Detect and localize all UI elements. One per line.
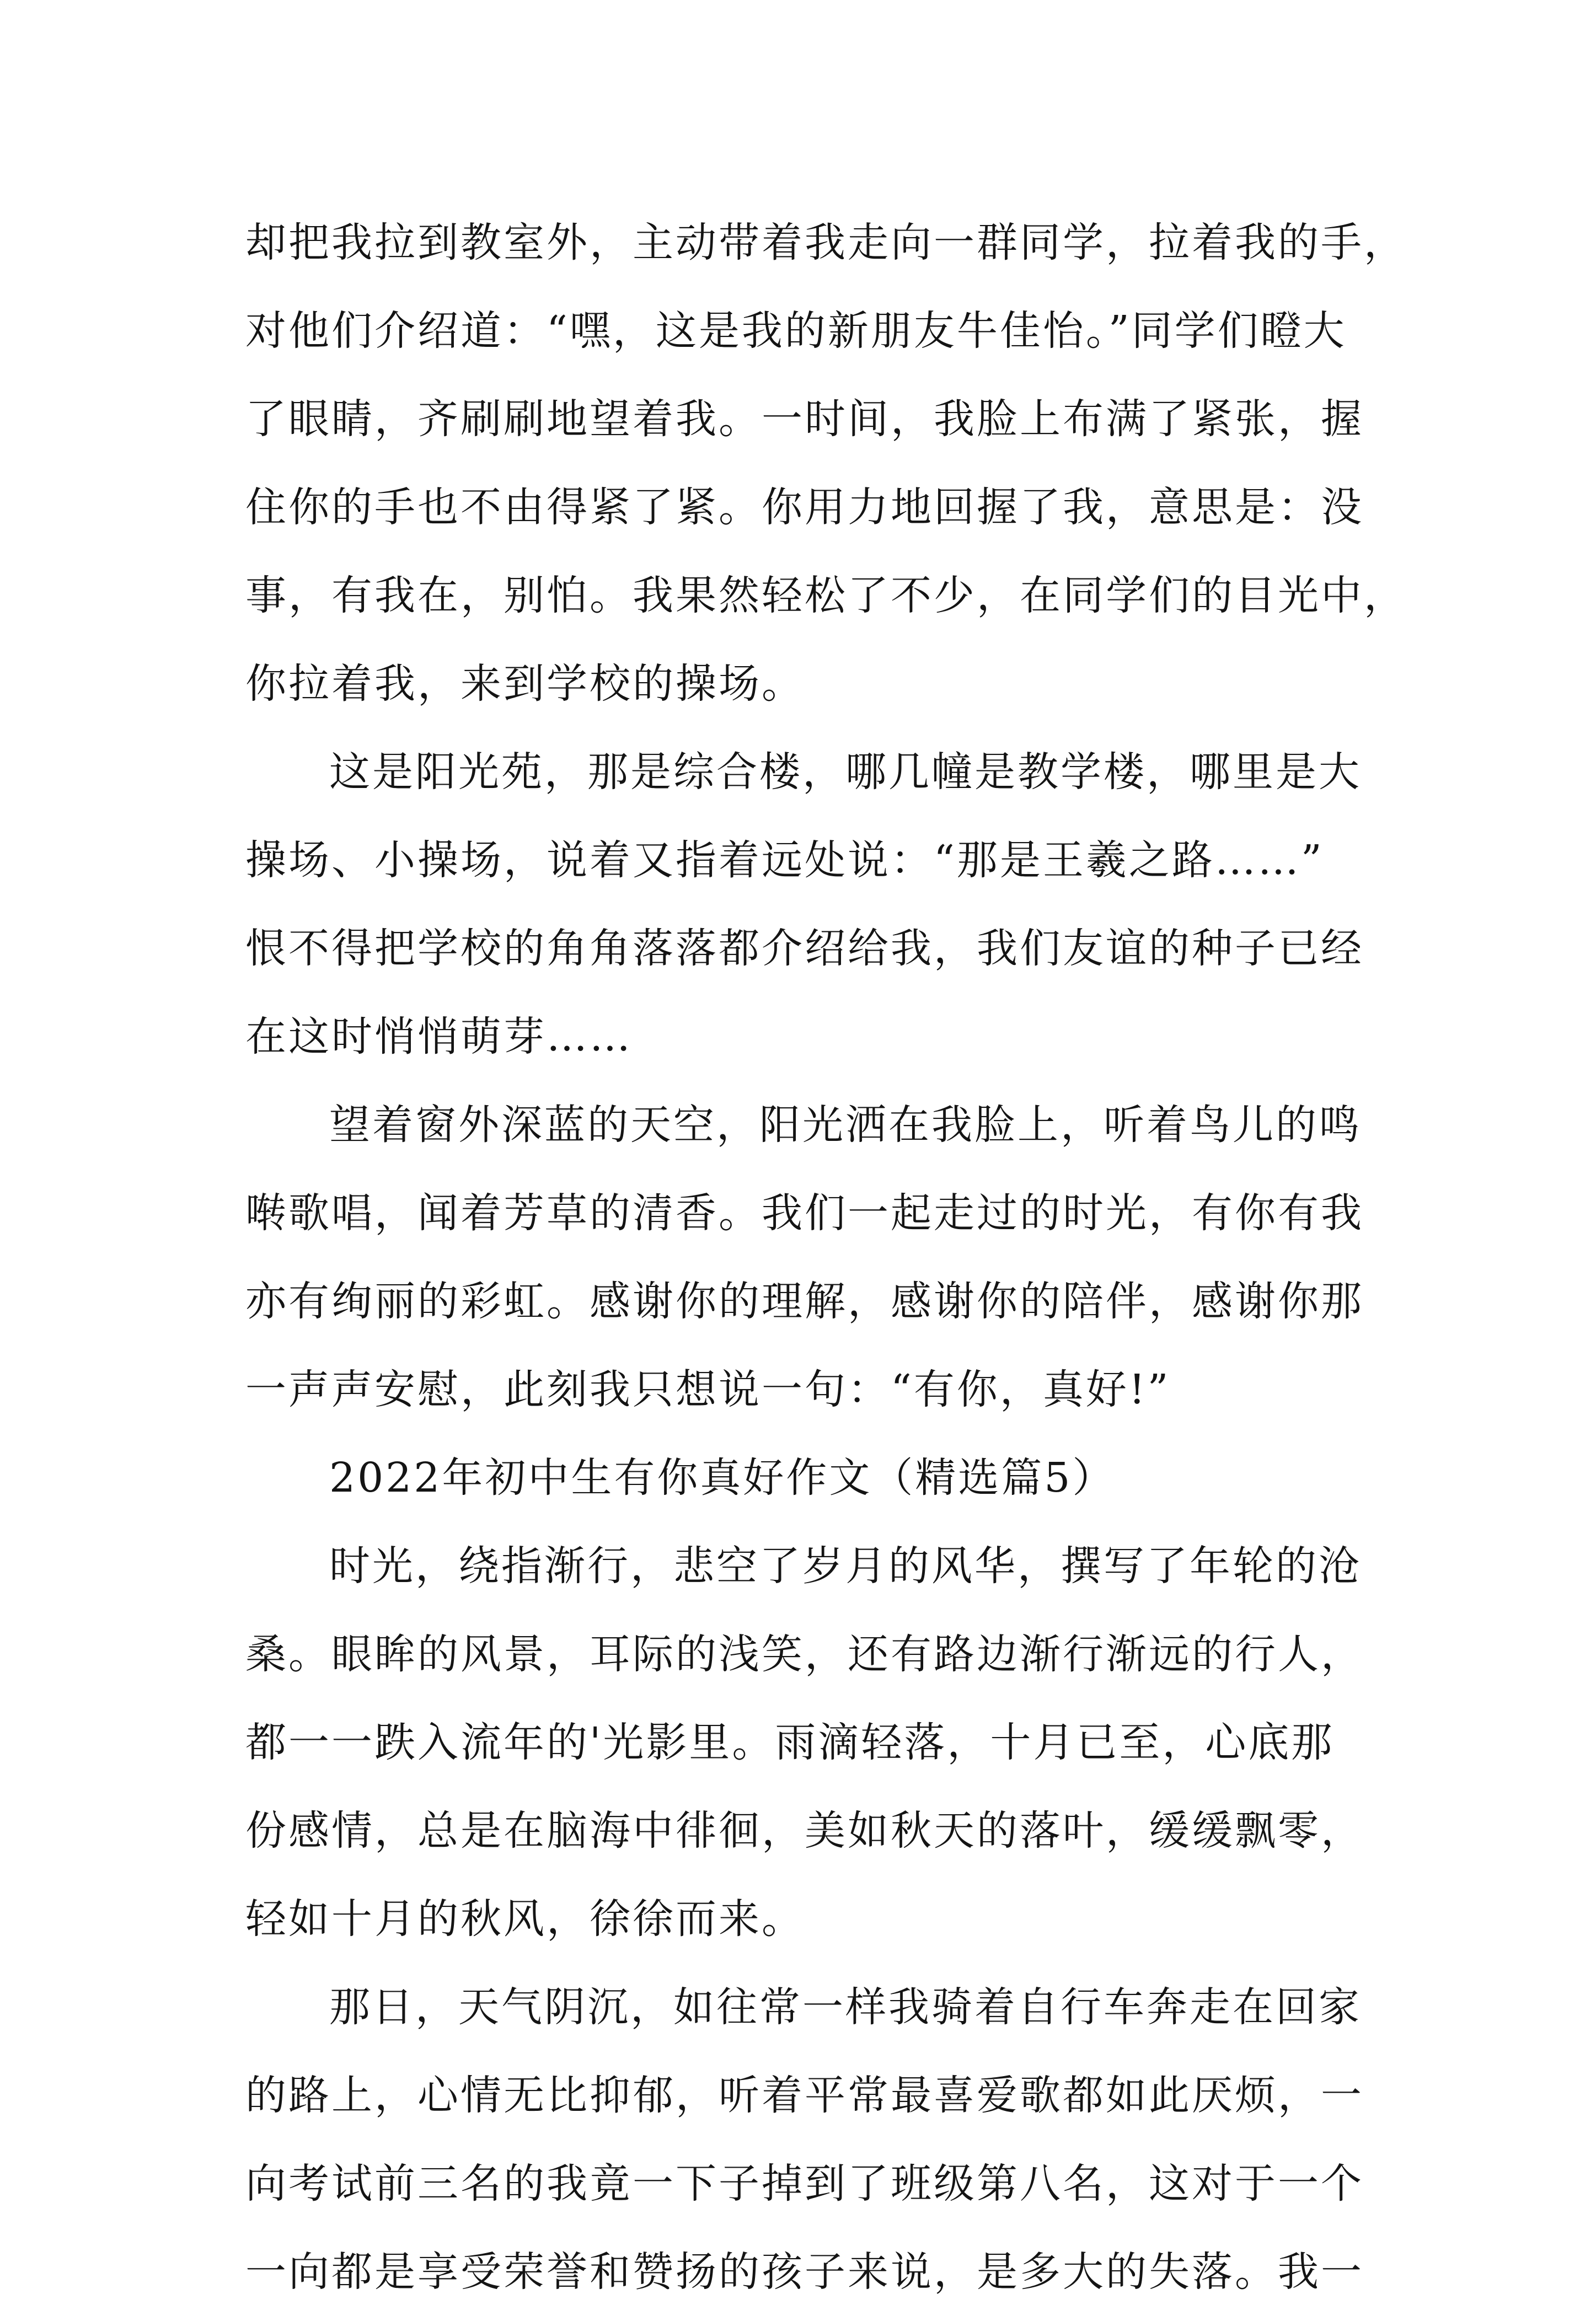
paragraph-first-line: 望着窗外深蓝的天空，阳光洒在我脸上，听着鸟儿的鸣	[329, 1101, 1362, 1149]
text-line: 一声声安慰，此刻我只想说一句：“有你，真好!”	[245, 1366, 1171, 1413]
text-line: 事，有我在，别怕。我果然轻松了不少，在同学们的目光中，	[245, 572, 1407, 619]
text-line: 啭歌唱，闻着芳草的清香。我们一起走过的时光，有你有我	[245, 1189, 1364, 1237]
text-line: 一向都是享受荣誉和赞扬的孩子来说，是多大的失落。我一	[245, 2248, 1364, 2296]
text-line: 亦有绚丽的彩虹。感谢你的理解，感谢你的陪伴，感谢你那	[245, 1278, 1364, 1325]
text-line: 的路上，心情无比抑郁，听着平常最喜爱歌都如此厌烦，一	[245, 2072, 1364, 2119]
text-line: 在这时悄悄萌芽……	[245, 1013, 633, 1060]
section-heading: 2022年初中生有你真好作文（精选篇5）	[329, 1454, 1116, 1502]
text-line: 份感情，总是在脑海中徘徊，美如秋天的落叶，缓缓飘零，	[245, 1807, 1364, 1854]
paragraph-first-line: 那日，天气阴沉，如往常一样我骑着自行车奔走在回家	[329, 1983, 1362, 2031]
text-line: 都一一跌入流年的'光影里。雨滴轻落，十月已至，心底那	[245, 1719, 1335, 1766]
text-line: 住你的手也不由得紧了紧。你用力地回握了我，意思是：没	[245, 484, 1364, 531]
text-line: 了眼睛，齐刷刷地望着我。一时间，我脸上布满了紧张，握	[245, 395, 1364, 443]
text-line: 向考试前三名的我竟一下子掉到了班级第八名，这对于一个	[245, 2160, 1364, 2207]
text-line: 你拉着我，来到学校的操场。	[245, 660, 805, 707]
paragraph-first-line: 这是阳光苑，那是综合楼，哪几幢是教学楼，哪里是大	[329, 748, 1362, 796]
text-line: 恨不得把学校的角角落落都介绍给我，我们友谊的种子已经	[245, 925, 1364, 972]
text-line: 轻如十月的秋风，徐徐而来。	[245, 1895, 805, 1943]
text-line: 对他们介绍道：“嘿，这是我的新朋友牛佳怡。”同学们瞪大	[245, 307, 1347, 355]
text-line: 却把我拉到教室外，主动带着我走向一群同学，拉着我的手，	[245, 219, 1407, 266]
text-line: 桑。眼眸的风景，耳际的浅笑，还有路边渐行渐远的行人，	[245, 1631, 1364, 1678]
text-line: 操场、小操场，说着又指着远处说：“那是王羲之路……”	[245, 837, 1324, 884]
document-body	[245, 199, 1407, 2316]
paragraph-first-line: 时光，绕指渐行，悲空了岁月的风华，撰写了年轮的沧	[329, 1542, 1362, 1590]
